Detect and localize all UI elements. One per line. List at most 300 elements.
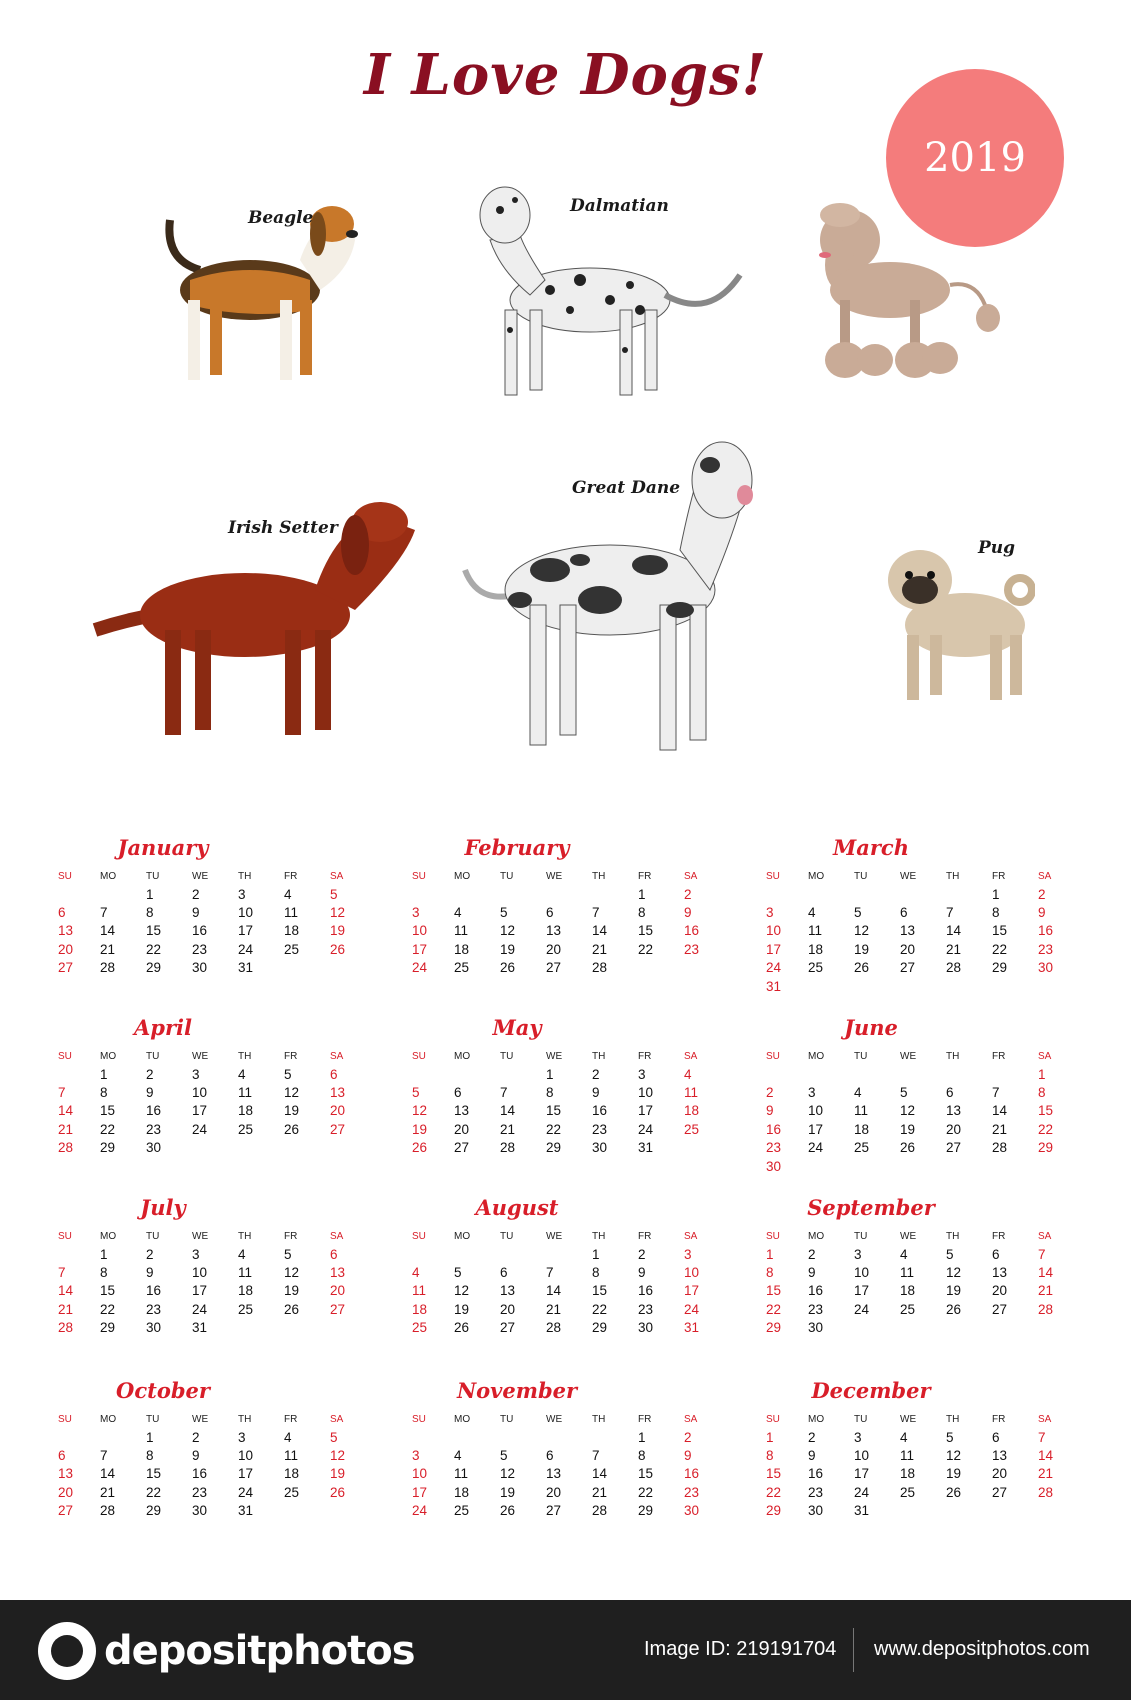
day-cell: 5 bbox=[330, 1429, 338, 1445]
month-table bbox=[412, 1227, 730, 1337]
day-cell: 13 bbox=[58, 1466, 74, 1482]
day-cell: 18 bbox=[900, 1466, 916, 1482]
weekday-header: MO bbox=[808, 1413, 825, 1425]
day-cell: 19 bbox=[500, 941, 516, 957]
day-cell: 20 bbox=[992, 1466, 1008, 1482]
weekday-header: FR bbox=[992, 1230, 1006, 1242]
day-cell: 28 bbox=[100, 960, 116, 976]
weekday-header: WE bbox=[546, 1050, 563, 1062]
weekday-header: TH bbox=[592, 1413, 606, 1425]
weekday-header: SA bbox=[1038, 1050, 1052, 1062]
dog-label-beagle: Beagle bbox=[248, 208, 314, 228]
day-cell: 16 bbox=[146, 1283, 162, 1299]
day-cell: 31 bbox=[766, 978, 782, 994]
day-cell: 5 bbox=[412, 1085, 420, 1101]
month-name: February bbox=[464, 835, 570, 860]
day-cell: 1 bbox=[638, 886, 646, 902]
day-cell: 8 bbox=[992, 905, 1000, 921]
day-cell: 3 bbox=[638, 1066, 646, 1082]
day-cell: 9 bbox=[146, 1265, 154, 1281]
day-cell: 12 bbox=[900, 1103, 916, 1119]
day-cell: 24 bbox=[412, 960, 428, 976]
day-cell: 9 bbox=[192, 1448, 200, 1464]
day-cell: 29 bbox=[546, 1140, 562, 1156]
day-cell: 10 bbox=[192, 1265, 208, 1281]
day-cell: 23 bbox=[684, 1484, 700, 1500]
month-table bbox=[766, 867, 1084, 995]
day-cell: 18 bbox=[284, 1466, 300, 1482]
day-cell: 24 bbox=[766, 960, 782, 976]
day-cell: 5 bbox=[284, 1066, 292, 1082]
weekday-header: MO bbox=[100, 1413, 117, 1425]
day-cell: 27 bbox=[58, 1503, 74, 1519]
day-cell: 18 bbox=[454, 1484, 470, 1500]
weekday-header: MO bbox=[454, 1413, 471, 1425]
day-cell: 19 bbox=[946, 1283, 962, 1299]
day-cell: 16 bbox=[192, 923, 208, 939]
day-cell: 12 bbox=[946, 1448, 962, 1464]
poodle-illustration bbox=[800, 200, 1000, 395]
day-cell: 19 bbox=[284, 1103, 300, 1119]
day-cell: 7 bbox=[992, 1085, 1000, 1101]
depositphotos-logo-icon bbox=[38, 1622, 96, 1680]
month-name: March bbox=[833, 835, 909, 860]
day-cell: 25 bbox=[238, 1121, 254, 1137]
day-cell: 29 bbox=[146, 1503, 162, 1519]
day-cell: 13 bbox=[900, 923, 916, 939]
day-cell: 18 bbox=[454, 941, 470, 957]
day-cell: 2 bbox=[684, 886, 692, 902]
month-table bbox=[58, 1047, 376, 1157]
weekday-header: MO bbox=[100, 870, 117, 882]
day-cell: 22 bbox=[592, 1301, 608, 1317]
day-cell: 23 bbox=[192, 1484, 208, 1500]
day-cell: 14 bbox=[992, 1103, 1008, 1119]
day-cell: 2 bbox=[592, 1066, 600, 1082]
day-cell: 26 bbox=[284, 1301, 300, 1317]
day-cell: 25 bbox=[284, 941, 300, 957]
day-cell: 31 bbox=[238, 960, 254, 976]
day-cell: 29 bbox=[638, 1503, 654, 1519]
day-cell: 5 bbox=[946, 1429, 954, 1445]
day-cell: 19 bbox=[330, 1466, 346, 1482]
day-cell: 21 bbox=[58, 1121, 74, 1137]
day-cell: 20 bbox=[546, 1484, 562, 1500]
day-cell: 11 bbox=[284, 905, 299, 921]
day-cell: 19 bbox=[412, 1121, 428, 1137]
day-cell: 28 bbox=[58, 1140, 74, 1156]
day-cell: 13 bbox=[546, 923, 562, 939]
day-cell: 19 bbox=[284, 1283, 300, 1299]
day-cell: 17 bbox=[766, 941, 782, 957]
day-cell: 28 bbox=[1038, 1484, 1054, 1500]
day-cell: 5 bbox=[854, 905, 862, 921]
day-cell: 23 bbox=[808, 1301, 824, 1317]
day-cell: 2 bbox=[808, 1429, 816, 1445]
day-cell: 3 bbox=[192, 1066, 200, 1082]
day-cell: 14 bbox=[500, 1103, 516, 1119]
day-cell: 4 bbox=[684, 1066, 692, 1082]
day-cell: 23 bbox=[146, 1301, 162, 1317]
day-cell: 6 bbox=[330, 1066, 338, 1082]
weekday-header: TU bbox=[854, 1230, 868, 1242]
day-cell: 6 bbox=[58, 1448, 66, 1464]
day-cell: 4 bbox=[454, 1448, 462, 1464]
day-cell: 15 bbox=[146, 1466, 162, 1482]
day-cell: 21 bbox=[500, 1121, 516, 1137]
day-cell: 15 bbox=[592, 1283, 608, 1299]
day-cell: 1 bbox=[766, 1429, 774, 1445]
month-name: November bbox=[456, 1378, 578, 1403]
day-cell: 15 bbox=[146, 923, 162, 939]
day-cell: 22 bbox=[1038, 1121, 1054, 1137]
day-cell: 11 bbox=[854, 1103, 869, 1119]
day-cell: 10 bbox=[766, 923, 782, 939]
weekday-header: TU bbox=[500, 1230, 514, 1242]
day-cell: 28 bbox=[592, 1503, 608, 1519]
day-cell: 13 bbox=[546, 1466, 562, 1482]
day-cell: 16 bbox=[192, 1466, 208, 1482]
weekday-header: FR bbox=[992, 1413, 1006, 1425]
day-cell: 13 bbox=[330, 1085, 346, 1101]
weekday-header: MO bbox=[100, 1050, 117, 1062]
day-cell: 14 bbox=[58, 1283, 74, 1299]
day-cell: 10 bbox=[854, 1448, 870, 1464]
day-cell: 5 bbox=[500, 1448, 508, 1464]
day-cell: 1 bbox=[146, 886, 154, 902]
day-cell: 10 bbox=[808, 1103, 824, 1119]
weekday-header: SU bbox=[58, 1413, 72, 1425]
weekday-header: FR bbox=[638, 1230, 652, 1242]
day-cell: 4 bbox=[238, 1066, 246, 1082]
day-cell: 25 bbox=[854, 1140, 870, 1156]
watermark-footer bbox=[0, 1600, 1131, 1700]
day-cell: 15 bbox=[766, 1283, 782, 1299]
day-cell: 4 bbox=[284, 1429, 292, 1445]
day-cell: 10 bbox=[684, 1265, 700, 1281]
day-cell: 25 bbox=[454, 1503, 470, 1519]
weekday-header: SA bbox=[330, 1230, 344, 1242]
day-cell: 7 bbox=[546, 1265, 554, 1281]
month-name: July bbox=[140, 1195, 186, 1220]
day-cell: 9 bbox=[684, 905, 692, 921]
day-cell: 3 bbox=[854, 1246, 862, 1262]
day-cell: 30 bbox=[192, 960, 208, 976]
weekday-header: TU bbox=[500, 1050, 514, 1062]
day-cell: 30 bbox=[638, 1320, 654, 1336]
day-cell: 7 bbox=[58, 1265, 66, 1281]
day-cell: 1 bbox=[638, 1429, 646, 1445]
day-cell: 11 bbox=[238, 1265, 253, 1281]
day-cell: 13 bbox=[500, 1283, 516, 1299]
day-cell: 26 bbox=[412, 1140, 428, 1156]
day-cell: 23 bbox=[192, 941, 208, 957]
brand-name: depositphotos bbox=[104, 1628, 415, 1674]
day-cell: 20 bbox=[330, 1283, 346, 1299]
day-cell: 27 bbox=[946, 1140, 962, 1156]
day-cell: 3 bbox=[192, 1246, 200, 1262]
weekday-header: TU bbox=[854, 1413, 868, 1425]
day-cell: 11 bbox=[900, 1448, 915, 1464]
day-cell: 18 bbox=[284, 923, 300, 939]
day-cell: 12 bbox=[854, 923, 870, 939]
month-name: June bbox=[844, 1015, 898, 1040]
day-cell: 24 bbox=[808, 1140, 824, 1156]
month-name: September bbox=[807, 1195, 935, 1220]
day-cell: 17 bbox=[192, 1283, 208, 1299]
day-cell: 8 bbox=[100, 1265, 108, 1281]
month-table bbox=[766, 1047, 1084, 1175]
day-cell: 21 bbox=[546, 1301, 562, 1317]
weekday-header: WE bbox=[546, 1230, 563, 1242]
month-name: April bbox=[134, 1015, 192, 1040]
day-cell: 3 bbox=[684, 1246, 692, 1262]
day-cell: 21 bbox=[58, 1301, 74, 1317]
day-cell: 24 bbox=[412, 1503, 428, 1519]
day-cell: 5 bbox=[454, 1265, 462, 1281]
day-cell: 4 bbox=[900, 1246, 908, 1262]
day-cell: 13 bbox=[946, 1103, 962, 1119]
day-cell: 23 bbox=[766, 1140, 782, 1156]
day-cell: 25 bbox=[684, 1121, 700, 1137]
day-cell: 8 bbox=[766, 1265, 774, 1281]
weekday-header: TH bbox=[946, 1413, 960, 1425]
day-cell: 17 bbox=[192, 1103, 208, 1119]
weekday-header: WE bbox=[900, 870, 917, 882]
day-cell: 28 bbox=[946, 960, 962, 976]
day-cell: 29 bbox=[992, 960, 1008, 976]
day-cell: 17 bbox=[808, 1121, 824, 1137]
weekday-header: TH bbox=[592, 870, 606, 882]
day-cell: 30 bbox=[146, 1140, 162, 1156]
month-table bbox=[766, 1227, 1084, 1337]
dog-label-irish-setter: Irish Setter bbox=[228, 518, 338, 538]
day-cell: 19 bbox=[900, 1121, 916, 1137]
day-cell: 24 bbox=[854, 1484, 870, 1500]
weekday-header: TH bbox=[238, 1230, 252, 1242]
weekday-header: TU bbox=[146, 1230, 160, 1242]
day-cell: 6 bbox=[992, 1429, 1000, 1445]
day-cell: 22 bbox=[146, 941, 162, 957]
day-cell: 2 bbox=[192, 1429, 200, 1445]
day-cell: 15 bbox=[992, 923, 1008, 939]
day-cell: 22 bbox=[546, 1121, 562, 1137]
day-cell: 8 bbox=[638, 1448, 646, 1464]
weekday-header: TH bbox=[592, 1050, 606, 1062]
day-cell: 14 bbox=[100, 1466, 116, 1482]
day-cell: 30 bbox=[808, 1320, 824, 1336]
month-table bbox=[58, 1410, 376, 1520]
day-cell: 11 bbox=[808, 923, 823, 939]
day-cell: 4 bbox=[412, 1265, 420, 1281]
day-cell: 8 bbox=[1038, 1085, 1046, 1101]
day-cell: 13 bbox=[454, 1103, 470, 1119]
day-cell: 14 bbox=[946, 923, 962, 939]
day-cell: 2 bbox=[638, 1246, 646, 1262]
day-cell: 19 bbox=[500, 1484, 516, 1500]
month-name: August bbox=[475, 1195, 559, 1220]
day-cell: 6 bbox=[454, 1085, 462, 1101]
weekday-header: FR bbox=[284, 870, 298, 882]
day-cell: 20 bbox=[992, 1283, 1008, 1299]
day-cell: 28 bbox=[100, 1503, 116, 1519]
weekday-header: TH bbox=[592, 1230, 606, 1242]
day-cell: 11 bbox=[412, 1283, 427, 1299]
day-cell: 27 bbox=[992, 1301, 1008, 1317]
dog-label-pug: Pug bbox=[978, 538, 1016, 558]
day-cell: 2 bbox=[808, 1246, 816, 1262]
day-cell: 21 bbox=[992, 1121, 1008, 1137]
day-cell: 27 bbox=[900, 960, 916, 976]
day-cell: 29 bbox=[100, 1140, 116, 1156]
weekday-header: WE bbox=[192, 1413, 209, 1425]
weekday-header: TH bbox=[946, 870, 960, 882]
day-cell: 17 bbox=[412, 941, 428, 957]
day-cell: 7 bbox=[500, 1085, 508, 1101]
weekday-header: FR bbox=[284, 1050, 298, 1062]
weekday-header: FR bbox=[638, 870, 652, 882]
day-cell: 3 bbox=[412, 1448, 420, 1464]
weekday-header: SU bbox=[766, 870, 780, 882]
day-cell: 10 bbox=[854, 1265, 870, 1281]
weekday-header: FR bbox=[284, 1230, 298, 1242]
day-cell: 11 bbox=[900, 1265, 915, 1281]
day-cell: 17 bbox=[238, 923, 254, 939]
day-cell: 30 bbox=[192, 1503, 208, 1519]
day-cell: 26 bbox=[330, 941, 346, 957]
weekday-header: SA bbox=[330, 1050, 344, 1062]
day-cell: 3 bbox=[808, 1085, 816, 1101]
weekday-header: TH bbox=[946, 1230, 960, 1242]
day-cell: 4 bbox=[238, 1246, 246, 1262]
day-cell: 30 bbox=[766, 1158, 782, 1174]
day-cell: 17 bbox=[684, 1283, 700, 1299]
day-cell: 21 bbox=[946, 941, 962, 957]
day-cell: 24 bbox=[684, 1301, 700, 1317]
day-cell: 6 bbox=[546, 1448, 554, 1464]
month-name: May bbox=[492, 1015, 542, 1040]
day-cell: 20 bbox=[900, 941, 916, 957]
day-cell: 7 bbox=[1038, 1429, 1046, 1445]
day-cell: 21 bbox=[100, 941, 116, 957]
weekday-header: SU bbox=[766, 1050, 780, 1062]
day-cell: 16 bbox=[1038, 923, 1054, 939]
day-cell: 14 bbox=[592, 1466, 608, 1482]
day-cell: 16 bbox=[808, 1466, 824, 1482]
day-cell: 16 bbox=[684, 1466, 700, 1482]
weekday-header: MO bbox=[454, 870, 471, 882]
weekday-header: WE bbox=[900, 1230, 917, 1242]
day-cell: 1 bbox=[592, 1246, 600, 1262]
day-cell: 22 bbox=[146, 1484, 162, 1500]
weekday-header: TU bbox=[854, 1050, 868, 1062]
day-cell: 2 bbox=[1038, 886, 1046, 902]
weekday-header: SU bbox=[412, 870, 426, 882]
day-cell: 25 bbox=[284, 1484, 300, 1500]
day-cell: 14 bbox=[58, 1103, 74, 1119]
weekday-header: SA bbox=[684, 1230, 698, 1242]
day-cell: 30 bbox=[146, 1320, 162, 1336]
weekday-header: TU bbox=[146, 1413, 160, 1425]
month-table bbox=[412, 1047, 730, 1157]
day-cell: 21 bbox=[1038, 1466, 1054, 1482]
day-cell: 10 bbox=[412, 923, 428, 939]
day-cell: 21 bbox=[100, 1484, 116, 1500]
day-cell: 11 bbox=[454, 923, 469, 939]
day-cell: 27 bbox=[992, 1484, 1008, 1500]
day-cell: 26 bbox=[284, 1121, 300, 1137]
weekday-header: TH bbox=[238, 1413, 252, 1425]
day-cell: 17 bbox=[412, 1484, 428, 1500]
day-cell: 12 bbox=[330, 1448, 346, 1464]
day-cell: 5 bbox=[500, 905, 508, 921]
day-cell: 4 bbox=[454, 905, 462, 921]
day-cell: 9 bbox=[808, 1265, 816, 1281]
day-cell: 9 bbox=[766, 1103, 774, 1119]
day-cell: 11 bbox=[238, 1085, 253, 1101]
weekday-header: TH bbox=[238, 870, 252, 882]
day-cell: 22 bbox=[766, 1484, 782, 1500]
day-cell: 1 bbox=[100, 1246, 108, 1262]
day-cell: 16 bbox=[766, 1121, 782, 1137]
day-cell: 22 bbox=[766, 1301, 782, 1317]
day-cell: 11 bbox=[284, 1448, 299, 1464]
day-cell: 20 bbox=[454, 1121, 470, 1137]
day-cell: 13 bbox=[330, 1265, 346, 1281]
day-cell: 3 bbox=[238, 1429, 246, 1445]
day-cell: 14 bbox=[100, 923, 116, 939]
day-cell: 30 bbox=[592, 1140, 608, 1156]
day-cell: 9 bbox=[684, 1448, 692, 1464]
weekday-header: SA bbox=[330, 870, 344, 882]
day-cell: 27 bbox=[58, 960, 74, 976]
month-table bbox=[412, 867, 730, 977]
day-cell: 15 bbox=[100, 1283, 116, 1299]
day-cell: 22 bbox=[638, 941, 654, 957]
day-cell: 18 bbox=[684, 1103, 700, 1119]
day-cell: 24 bbox=[638, 1121, 654, 1137]
day-cell: 12 bbox=[284, 1085, 300, 1101]
day-cell: 24 bbox=[854, 1301, 870, 1317]
day-cell: 13 bbox=[992, 1448, 1008, 1464]
weekday-header: FR bbox=[992, 870, 1006, 882]
day-cell: 30 bbox=[1038, 960, 1054, 976]
day-cell: 28 bbox=[546, 1320, 562, 1336]
day-cell: 13 bbox=[992, 1265, 1008, 1281]
day-cell: 17 bbox=[854, 1466, 870, 1482]
day-cell: 2 bbox=[192, 886, 200, 902]
weekday-header: SA bbox=[684, 870, 698, 882]
day-cell: 7 bbox=[100, 905, 108, 921]
day-cell: 20 bbox=[330, 1103, 346, 1119]
weekday-header: WE bbox=[546, 1413, 563, 1425]
day-cell: 22 bbox=[638, 1484, 654, 1500]
day-cell: 9 bbox=[592, 1085, 600, 1101]
day-cell: 17 bbox=[638, 1103, 654, 1119]
day-cell: 18 bbox=[808, 941, 824, 957]
day-cell: 25 bbox=[808, 960, 824, 976]
day-cell: 26 bbox=[454, 1320, 470, 1336]
day-cell: 27 bbox=[546, 1503, 562, 1519]
weekday-header: SU bbox=[58, 870, 72, 882]
day-cell: 27 bbox=[454, 1140, 470, 1156]
day-cell: 13 bbox=[58, 923, 74, 939]
weekday-header: TU bbox=[500, 1413, 514, 1425]
day-cell: 22 bbox=[100, 1301, 116, 1317]
day-cell: 20 bbox=[500, 1301, 516, 1317]
footer-divider bbox=[853, 1628, 854, 1672]
day-cell: 7 bbox=[592, 1448, 600, 1464]
